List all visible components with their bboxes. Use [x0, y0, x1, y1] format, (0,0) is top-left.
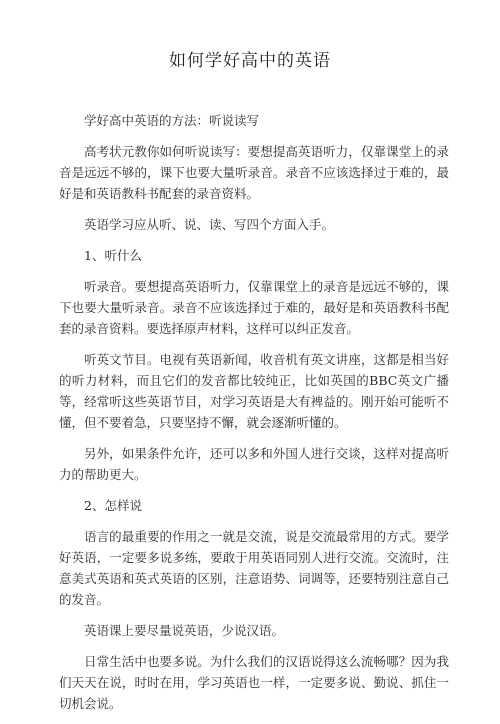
- section-heading-speak: 2、怎样说: [84, 498, 142, 513]
- paragraph-heading-method: 学好高中英语的方法：听说读写: [84, 113, 260, 128]
- section-heading-listen: 1、听什么: [84, 248, 142, 263]
- paragraph-listen-recordings: 听录音。要想提高英语听力，仅靠课堂上的录音是远远不够的，课下也要大量听录音。录音不应该选择过于难的，最好是和英语教科书配套的录音资料。要选择原声材料，这样可以纠正发音。: [59, 279, 449, 336]
- paragraph-speak-in-class: 英语课上要尽量说英语，少说汉语。: [84, 623, 285, 638]
- paragraph-listen-programs: 听英文节目。电视有英语新闻，收音机有英文讲座，这都是相当好的听力材料，而且它们的发音都比较纯正，比如英国的BBC英文广播等，经常听这些英语节目，对学习英语是大有裨益的。刚开始可能听不懂，但不要着急，只要坚持不懈，就会逐渐听懂的。: [59, 352, 449, 430]
- paragraph-talk-foreigners: 另外，如果条件允许，还可以多和外国人进行交谈，这样对提高听力的帮助更大。: [59, 446, 449, 482]
- paragraph-speak-daily: 日常生活中也要多说。为什么我们的汉语说得这么流畅哪？因为我们天天在说，时时在用，学习英语也一样，一定要多说、勤说、抓住一切机会说。: [59, 654, 449, 711]
- document-body: [59, 110, 449, 724]
- document-title: 如何学好高中的英语: [169, 51, 331, 71]
- paragraph-intro: 高考状元教你如何听说读写：要想提高英语听力，仅靠课堂上的录音是远远不够的，课下也要大量听录音。录音不应该选择过于难的，最好是和英语教科书配套的录音资料。: [59, 144, 449, 201]
- paragraph-speak-communication: 语言的最重要的作用之一就是交流，说是交流最常用的方式。要学好英语，一定要多说多练，要敢于用英语同别人进行交流。交流时，注意美式英语和英式英语的区别，注意语势、词调等，还要特别注意自己的发音。: [59, 529, 449, 607]
- paragraph-four-aspects: 英语学习应从听、说、读、写四个方面入手。: [84, 217, 335, 232]
